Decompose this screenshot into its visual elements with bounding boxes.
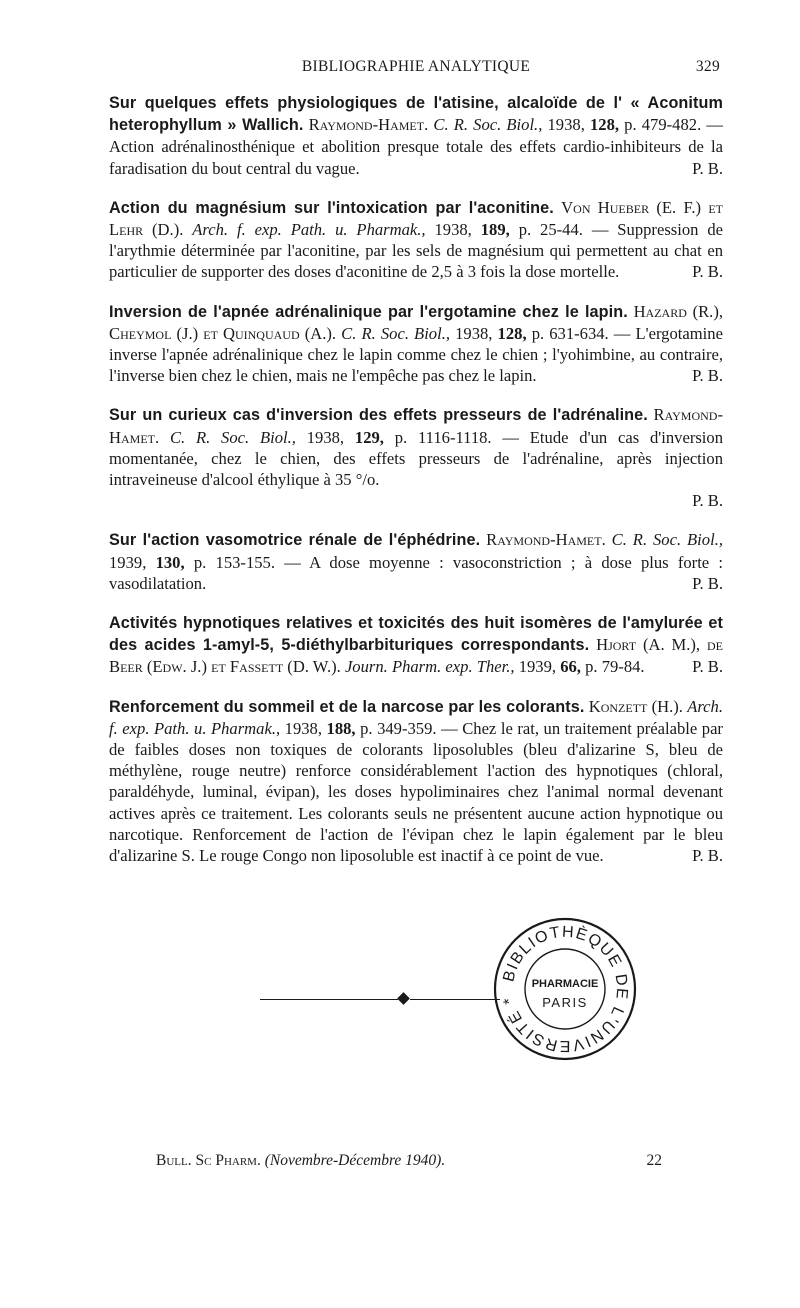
entry-signature: P. B. xyxy=(692,262,723,282)
entry-title: Sur quelques effets physiologiques de l'atisine, alcaloïde de l' « Aconitum heterophyllum » Wallich. xyxy=(109,94,723,135)
entry-journal: C. R. Soc. Biol., xyxy=(169,427,296,447)
entry-year: 1938, xyxy=(547,115,585,135)
footer-bull: Bull. xyxy=(156,1152,192,1169)
library-stamp xyxy=(490,914,640,1064)
entry-journal: Arch. f. exp. Path. u. Pharmak., xyxy=(192,220,426,240)
entry-year: 1938, xyxy=(434,220,472,240)
entry-volume: 66, xyxy=(560,657,581,677)
entry-signature: P. B. xyxy=(692,846,723,866)
entry-pages: p. 349-359. xyxy=(360,718,437,738)
bibliography-entry xyxy=(109,92,723,179)
stamp-line-pharmacie: PHARMACIE xyxy=(531,978,599,990)
entry-year: 1938, xyxy=(284,718,322,738)
entry-pages: p. 153-155. xyxy=(193,552,275,572)
entry-summary: — L'ergotamine inverse l'apnée adrénalinique chez le lapin comme chez le chien ; l'yohimbine, au contraire, l'inverse bien chez le chien, mais ne l'empêche pas chez le lapin. xyxy=(109,323,723,386)
divider-diamond-icon xyxy=(397,992,410,1005)
entry-signature: P. B. xyxy=(692,573,723,593)
footer-sc: Sc xyxy=(195,1152,212,1169)
entry-volume: 189, xyxy=(480,220,510,240)
bibliography-entry xyxy=(109,404,723,511)
entry-pages: p. 25-44. xyxy=(518,220,583,240)
entry-volume: 130, xyxy=(155,552,185,572)
entry-volume: 128, xyxy=(589,115,620,135)
footer-pharm: Pharm. xyxy=(215,1152,261,1169)
entry-journal: C. R. Soc. Biol., xyxy=(341,323,451,343)
divider-line-left xyxy=(260,999,398,1000)
entry-pages: p. 1116-1118. xyxy=(394,427,492,447)
entry-title: Action du magnésium sur l'intoxication par l'aconitine. xyxy=(109,198,554,217)
entry-authors: Hjort (A. M.), de Beer (Edw. J.) et Fassett (D. W.). xyxy=(109,635,723,677)
entry-pages: p. 79-84. xyxy=(585,657,645,677)
bibliography-entry xyxy=(109,612,723,678)
bibliography-list xyxy=(109,92,723,884)
entry-summary: — Etude d'un cas d'inversion momentanée, chez le chien, des effets presseurs de l'adrénaline, après injection intraveineuse d'alcool éthylique à 35 °/o. xyxy=(109,427,724,490)
bibliography-entry xyxy=(109,529,723,594)
entry-volume: 128, xyxy=(497,323,527,343)
footer-citation xyxy=(156,1152,445,1170)
entry-summary: — Action adrénalinosthénique et abolition presque totale des effets cardio-inhibiteurs de la faradisation du bout central du vague. xyxy=(109,115,723,178)
running-head xyxy=(112,58,720,80)
entry-authors: Raymond-Hamet. xyxy=(486,530,606,550)
entry-authors: Konzett (H.). xyxy=(588,696,683,716)
entry-authors: Raymond-Hamet. xyxy=(308,115,429,135)
entry-journal: Arch. f. exp. Path. u. Pharmak., xyxy=(109,696,723,738)
entry-title: Sur l'action vasomotrice rénale de l'éphédrine. xyxy=(109,531,481,550)
entry-summary: — Suppression de l'arythmie déterminée par l'aconitine, par les sels de magnésium qui permettent au chat en particulier de supporter des doses d'aconitine de 2,5 à 3 fois la dose mortelle. xyxy=(109,220,723,282)
entry-authors: Von Hueber (E. F.) et Lehr (D.). xyxy=(109,197,723,240)
bibliography-entry xyxy=(109,197,723,283)
entry-summary: — A dose moyenne : vasoconstriction ; à dose plus forte : vasodilatation. xyxy=(109,552,723,593)
stamp-line-paris: PARIS xyxy=(542,995,588,1010)
page-number: 329 xyxy=(695,58,720,75)
entry-authors: Raymond-Hamet. xyxy=(109,405,723,447)
entry-signature: P. B. xyxy=(692,491,723,511)
footer-issue: (Novembre-Décembre 1940). xyxy=(264,1152,446,1169)
entry-year: 1938, xyxy=(455,323,493,343)
bibliography-entry xyxy=(109,301,723,387)
entry-title: Activités hypnotiques relatives et toxicités des huit isomères de l'amylurée et des acides 1-amyl-5, 5-diéthylbarbituriques correspondants. xyxy=(109,614,723,655)
entry-signature: P. B. xyxy=(692,158,723,178)
entry-year: 1939, xyxy=(518,657,557,677)
footer-sheet-number: 22 xyxy=(646,1152,662,1169)
entry-year: 1938, xyxy=(306,427,345,447)
entry-signature: P. B. xyxy=(692,657,723,677)
stamp-ring-text: BIBLIOTHÈQUE DE L'UNIVERSITÉ * xyxy=(500,923,631,1055)
entry-signature: P. B. xyxy=(692,366,723,386)
section-divider xyxy=(260,992,500,1008)
entry-volume: 188, xyxy=(326,718,356,738)
page-footer xyxy=(156,1152,662,1174)
bibliography-entry xyxy=(109,696,723,867)
entry-title: Renforcement du sommeil et de la narcose par les colorants. xyxy=(109,697,585,716)
entry-journal: C. R. Soc. Biol., xyxy=(433,115,543,135)
entry-pages: p. 631-634. xyxy=(531,323,609,343)
entry-authors: Hazard (R.), Cheymol (J.) et Quinquaud (A.). xyxy=(109,301,724,343)
entry-title: Sur un curieux cas d'inversion des effets presseurs de l'adrénaline. xyxy=(109,406,648,425)
entry-summary: — Chez le rat, un traitement préalable par de faibles doses non toxiques de colorants liposolubles (bleu d'alizarine S, bleu de méthylène, rouge neutre) renforce considérablement l'action des hypnotiques (chloral, paraldéhyde, luminal, évipan), les doses hypoliminaires chez l'animal normal devenant actives après ce traitement. Les colorants seuls ne présentent aucune action hypnotique ou narcotique. Renforcement de l'action de l'évipan chez le lapin également par le bleu d'alizarine S. Le rouge Congo non liposoluble est inactif à ce point de vue. xyxy=(109,718,723,866)
entry-year: 1939, xyxy=(109,552,147,572)
running-head-title: BIBLIOGRAPHIE ANALYTIQUE xyxy=(301,58,531,75)
divider-line-right xyxy=(410,999,500,1000)
entry-pages: p. 479-482. xyxy=(624,115,702,135)
entry-journal: Journ. Pharm. exp. Ther., xyxy=(344,657,515,677)
entry-journal: C. R. Soc. Biol., xyxy=(611,530,723,550)
entry-title: Inversion de l'apnée adrénalinique par l'ergotamine chez le lapin. xyxy=(109,302,628,321)
entry-volume: 129, xyxy=(354,427,384,447)
